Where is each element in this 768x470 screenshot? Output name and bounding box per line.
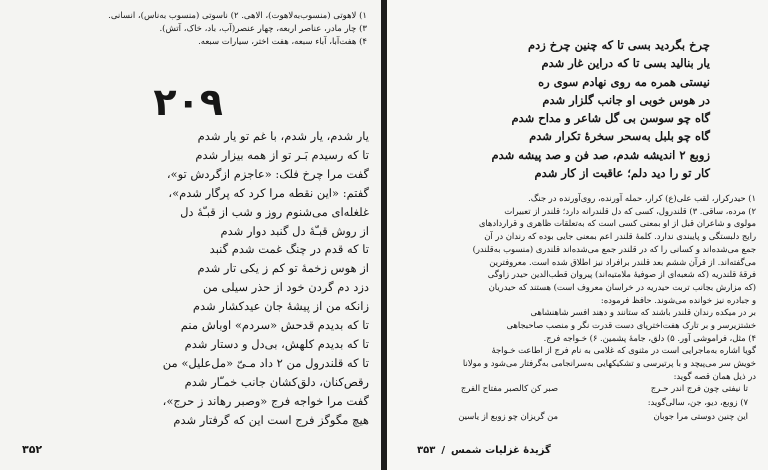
footer-separator: / (441, 445, 445, 456)
note-line: رایج دلبستگی و پایبندی ندارد. کلمهٔ قلندر اعم بمعنی جایی بوده که رندان در آن (484, 231, 756, 242)
verse-line: از روش قبـّهٔ دل گنبد دوار شدم (220, 223, 369, 238)
page-number-left: ۳۵۲ (22, 443, 43, 456)
left-verses (119, 127, 369, 430)
verse-line: گفتم: «این نقطه مرا کرد که پرگار شدم»، (168, 185, 369, 200)
verse-line: گفت مرا خواجه فرج «وصبر رهاند ز حرج»، (162, 393, 369, 408)
right-verses (460, 36, 710, 182)
left-footnotes (87, 10, 367, 49)
verse-line: گاه چو بلبل به‌سحر سخرهٔ تکرار شدم (529, 129, 710, 144)
ghazal-number: ۲۰۹ (153, 80, 223, 124)
verse-line: گاه چو سوسن بی گل شاعر و مداح شدم (511, 111, 710, 126)
note-line: جمع می‌شده‌اند و کسانی را که در قلندر جمع می‌شده‌اند قلندری (منسوب به‌قلندر) (472, 243, 756, 254)
quoted-verse-right: تا نیفتی چون فرج اندر حـرج (650, 383, 748, 393)
page-number-right: ۳۵۳ (417, 445, 436, 456)
note-line: (که مزارش بجانب تربت حیدریه در خراسان معروف است) هستند که حیدریان (488, 281, 756, 292)
verse-line: از هوس زخمهٔ تو کم ز یکی تار شدم (197, 261, 369, 276)
verse-line: چرخ بگردید بسی تا که چنین چرخ زدم (527, 38, 710, 52)
verse-line: تا که قلندرول من ۲ داد مـیّ «مل‌علیل» من (162, 355, 369, 370)
footnote-line: ۱) لاهوتی (منسوب‌به‌لاهوت)، الاهی. ۲) ناسوتی (منسوب به‌ناس)، انسانی. (108, 11, 367, 21)
quoted-verse-left: من گریزان چو زوبع از یاسین (458, 411, 558, 421)
left-page (0, 0, 381, 470)
page-footer (417, 445, 551, 456)
note-line: و جبادره نیز خوانده می‌شوند. حافظ فرموده: (600, 294, 756, 305)
note-line: ۲) مرده، ساقی. ۳) قلندرول، کسی که دل قلندرانه دارد؛ قلندر از تعبیرات (504, 205, 756, 216)
verse-line: زوبع ۲ اندیشه شدم، صد فن و صد پیشه شدم (491, 147, 710, 162)
verse-line: غلغله‌ای می‌شنوم روز و شب از قبـّهٔ دل (180, 204, 369, 219)
quoted-verse-right: این چنین دوستی مرا جوبان (653, 411, 748, 421)
verse-line: دزد دم گردن خود از حذر سیلی من (202, 280, 369, 295)
note-line: خشتزیرسر و بر تارک هفت‌اخترپای دست قدرت نگر و منصب صاحبجاهی (506, 320, 756, 331)
note-line: ۴) مثل، فراموشی آور. ۵) دلق، جامهٔ پشمین. ۶) خـواجه فرج. (543, 332, 756, 343)
right-notes (406, 192, 756, 383)
note-line: فرقهٔ قلندریه (که شعبه‌ای از صوفیهٔ ملامتیه‌اند) پیروان قطب‌الدین حیدر زاوگی (487, 269, 756, 280)
verse-line: تا که بدیدم کلهش، بی‌دل و دستار شدم (184, 336, 369, 351)
verse-line: هیچ مگوگز فرج است این که گرفتار شدم (173, 412, 369, 427)
verse-line: تا که رسیدم بَـر تو از همه بیزار شدم (195, 147, 369, 162)
note-line: بر در میکده رندان قلندر باشند که ستانند و دهند افسر شاهنشاهی (530, 307, 756, 318)
note-line: خویش سر می‌پیچد و با پرتیرسی و تشکیکهایی به‌سرانجامی به‌گرفتار می‌شود و مولانا (462, 358, 756, 369)
note-line: در ذیل همان قصه گوید: (673, 370, 756, 381)
verse-line: نیستی همره مه روی نهادم سوی ره (538, 74, 710, 89)
footnote-seven: ۷) زوبع، دیو، جن، سالی‌گوید: (647, 397, 748, 407)
verse-line: کار تو را دید دلم؛ عاقبت از کار شدم (534, 166, 710, 181)
verse-line: رقص‌کنان، دلق‌کشان جانب خمـّار شدم (184, 374, 369, 389)
note-line: مولوی و شاعران قبل از او بمعنی کسی است که به‌تعلقات ظاهری و قراردادهای (478, 218, 756, 229)
note-line: ۱) حیدرکرار، لقب علی(ع) کرار، حمله آورنده، روی‌آورنده در جنگ. (528, 193, 756, 203)
footnote-line: ۳) چار مادر، عناصر اربعه، چهار عنصر(آب، باد، خاک، آتش). (159, 24, 367, 34)
verse-line: تا که قدم در چنگ غمت شدم گنبد (209, 242, 369, 257)
verse-line: در هوس خوبی او جانب گلزار شدم (542, 92, 710, 107)
quoted-verse-left: صبر کن کالصبر مفتاح الفرج (460, 383, 558, 393)
verse-line: گفت مرا چرخ فلک: «عاجزم ازگردش تو»، (166, 166, 369, 181)
verse-line: زانکه من از پیشهٔ جان عیدکشار شدم (192, 299, 369, 314)
verse-line: یار بنالید بسی تا که دراین غار شدم (541, 56, 710, 71)
verse-line: یار شدم، یار شدم، با غم تو یار شدم (197, 129, 369, 143)
note-line: گویا اشاره به‌ماجرایی است در مثنوی که غلامی به نام فرج از اطاعت خـواجهٔ (491, 345, 756, 356)
footnote-line: ۴) هفت‌آبا، آباء سبعه، هفت اختر، سیارات سبعه. (198, 37, 367, 47)
note-line: می‌گفته‌اند. از قرآن ششم بعد قلندر برافراد نیز اطلاق شده است. معروفترین (489, 256, 756, 267)
book-title: گزیدهٔ غزلیات شمس (450, 445, 551, 456)
verse-line: تا که بدیدم قدحش «سردم» اوباش منم (180, 318, 369, 333)
right-page (387, 0, 768, 470)
